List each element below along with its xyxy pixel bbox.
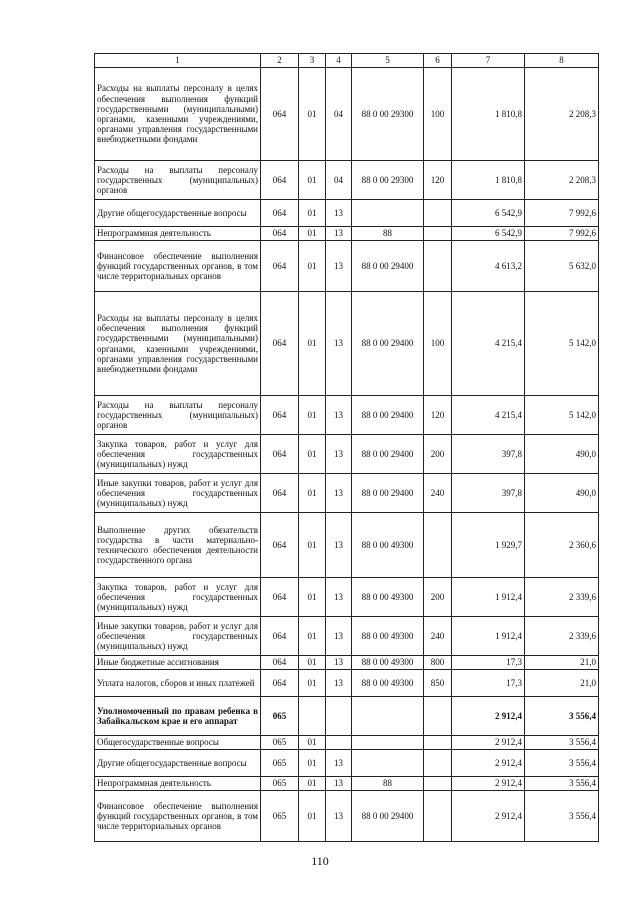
cell-amount-year-1: 6 542,9 [452, 227, 525, 241]
cell-expense-type: 120 [424, 161, 452, 200]
cell-amount-year-2: 21,0 [525, 656, 599, 670]
cell-subsection: 13 [326, 227, 352, 241]
cell-amount-year-1: 2 912,4 [452, 791, 525, 842]
column-header: 5 [352, 54, 424, 68]
cell-target-article: 88 [352, 777, 424, 791]
cell-target-article: 88 0 00 29300 [352, 161, 424, 200]
cell-amount-year-1: 1 929,7 [452, 513, 525, 578]
cell-section: 01 [299, 791, 326, 842]
cell-target-article [352, 697, 424, 736]
cell-name: Финансовое обеспечение выполнения функций государственных органов, в том числе территориальных органов [95, 241, 261, 292]
cell-amount-year-2: 5 142,0 [525, 396, 599, 435]
cell-expense-type [424, 697, 452, 736]
cell-admin-code: 064 [261, 161, 299, 200]
cell-admin-code: 065 [261, 697, 299, 736]
cell-amount-year-2: 3 556,4 [525, 736, 599, 750]
cell-target-article: 88 0 00 49300 [352, 670, 424, 697]
cell-admin-code: 064 [261, 513, 299, 578]
cell-name: Непрограммная деятельность [95, 227, 261, 241]
cell-amount-year-1: 1 912,4 [452, 617, 525, 656]
cell-expense-type: 800 [424, 656, 452, 670]
cell-expense-type: 240 [424, 617, 452, 656]
cell-name: Общегосударственные вопросы [95, 736, 261, 750]
cell-section: 01 [299, 617, 326, 656]
cell-amount-year-2: 7 992,6 [525, 200, 599, 227]
cell-subsection: 13 [326, 513, 352, 578]
cell-amount-year-1: 17,3 [452, 656, 525, 670]
cell-expense-type [424, 791, 452, 842]
cell-name: Расходы на выплаты персоналу в целях обеспечения выполнения функций государственными (муниципальными) органами, казенными учреждениями, органами управления государственными внебюджетными фондами [95, 292, 261, 396]
cell-section: 01 [299, 750, 326, 777]
cell-admin-code: 064 [261, 578, 299, 617]
cell-name: Иные бюджетные ассигнования [95, 656, 261, 670]
cell-expense-type [424, 227, 452, 241]
cell-expense-type [424, 241, 452, 292]
table-row [95, 656, 599, 670]
table-row [95, 292, 599, 396]
cell-amount-year-1: 2 912,4 [452, 777, 525, 791]
cell-amount-year-2: 490,0 [525, 435, 599, 474]
cell-admin-code: 064 [261, 227, 299, 241]
cell-amount-year-1: 2 912,4 [452, 736, 525, 750]
table-row [95, 578, 599, 617]
cell-name: Выполнение других обязательств государства в части материально-технического обеспечения деятельности государственного органа [95, 513, 261, 578]
cell-subsection: 13 [326, 241, 352, 292]
cell-name: Другие общегосударственные вопросы [95, 200, 261, 227]
table-row [95, 227, 599, 241]
cell-name: Другие общегосударственные вопросы [95, 750, 261, 777]
page-number: 110 [311, 854, 329, 868]
cell-expense-type: 120 [424, 396, 452, 435]
cell-expense-type: 200 [424, 578, 452, 617]
cell-subsection: 13 [326, 578, 352, 617]
cell-name: Расходы на выплаты персоналу государственных (муниципальных) органов [95, 396, 261, 435]
cell-amount-year-2: 2 208,3 [525, 161, 599, 200]
column-header: 1 [95, 54, 261, 68]
cell-amount-year-2: 490,0 [525, 474, 599, 513]
cell-expense-type: 850 [424, 670, 452, 697]
cell-expense-type [424, 736, 452, 750]
cell-amount-year-2: 3 556,4 [525, 791, 599, 842]
cell-section: 01 [299, 396, 326, 435]
cell-amount-year-1: 6 542,9 [452, 200, 525, 227]
cell-expense-type [424, 777, 452, 791]
cell-subsection [326, 736, 352, 750]
cell-target-article: 88 0 00 29400 [352, 791, 424, 842]
cell-name: Расходы на выплаты персоналу государственных (муниципальных) органов [95, 161, 261, 200]
cell-admin-code: 064 [261, 200, 299, 227]
cell-target-article: 88 0 00 49300 [352, 513, 424, 578]
cell-section: 01 [299, 161, 326, 200]
cell-section: 01 [299, 292, 326, 396]
cell-expense-type: 200 [424, 435, 452, 474]
cell-section: 01 [299, 736, 326, 750]
cell-target-article: 88 0 00 29400 [352, 396, 424, 435]
cell-amount-year-1: 4 215,4 [452, 292, 525, 396]
cell-section: 01 [299, 513, 326, 578]
cell-section: 01 [299, 578, 326, 617]
cell-target-article [352, 736, 424, 750]
cell-amount-year-2: 2 360,6 [525, 513, 599, 578]
table-row [95, 200, 599, 227]
cell-expense-type [424, 200, 452, 227]
cell-amount-year-1: 17,3 [452, 670, 525, 697]
table-row [95, 513, 599, 578]
cell-amount-year-2: 5 632,0 [525, 241, 599, 292]
column-header: 4 [326, 54, 352, 68]
cell-admin-code: 064 [261, 396, 299, 435]
cell-admin-code: 064 [261, 68, 299, 161]
cell-subsection: 04 [326, 161, 352, 200]
cell-admin-code: 065 [261, 791, 299, 842]
cell-subsection: 13 [326, 474, 352, 513]
cell-name: Иные закупки товаров, работ и услуг для обеспечения государственных (муниципальных) нужд [95, 617, 261, 656]
cell-amount-year-1: 2 912,4 [452, 750, 525, 777]
table-row [95, 396, 599, 435]
cell-admin-code: 064 [261, 292, 299, 396]
cell-name: Иные закупки товаров, работ и услуг для обеспечения государственных (муниципальных) нужд [95, 474, 261, 513]
table-row [95, 68, 599, 161]
cell-admin-code: 065 [261, 777, 299, 791]
table-row [95, 697, 599, 736]
cell-subsection: 13 [326, 750, 352, 777]
cell-subsection: 13 [326, 200, 352, 227]
cell-name: Уплата налогов, сборов и иных платежей [95, 670, 261, 697]
cell-target-article: 88 [352, 227, 424, 241]
cell-subsection: 13 [326, 656, 352, 670]
cell-section: 01 [299, 68, 326, 161]
cell-admin-code: 064 [261, 474, 299, 513]
cell-amount-year-2: 7 992,6 [525, 227, 599, 241]
cell-amount-year-1: 1 810,8 [452, 68, 525, 161]
cell-target-article: 88 0 00 29400 [352, 474, 424, 513]
cell-target-article [352, 200, 424, 227]
table-row [95, 777, 599, 791]
cell-amount-year-1: 2 912,4 [452, 697, 525, 736]
cell-name: Непрограммная деятельность [95, 777, 261, 791]
column-header: 3 [299, 54, 326, 68]
cell-target-article: 88 0 00 49300 [352, 617, 424, 656]
cell-section: 01 [299, 435, 326, 474]
cell-target-article: 88 0 00 49300 [352, 656, 424, 670]
cell-amount-year-1: 1 912,4 [452, 578, 525, 617]
cell-admin-code: 065 [261, 750, 299, 777]
cell-section: 01 [299, 670, 326, 697]
cell-subsection: 04 [326, 68, 352, 161]
cell-name: Расходы на выплаты персоналу в целях обеспечения выполнения функций государственными (муниципальными) органами, казенными учреждениями, органами управления государственными внебюджетными фондами [95, 68, 261, 161]
table-row [95, 617, 599, 656]
cell-admin-code: 065 [261, 736, 299, 750]
table-row [95, 791, 599, 842]
cell-admin-code: 064 [261, 670, 299, 697]
cell-expense-type: 100 [424, 68, 452, 161]
cell-target-article [352, 750, 424, 777]
cell-amount-year-2: 3 556,4 [525, 750, 599, 777]
cell-expense-type: 240 [424, 474, 452, 513]
cell-target-article: 88 0 00 29400 [352, 241, 424, 292]
table-row [95, 435, 599, 474]
cell-name: Уполномоченный по правам ребенка в Забайкальском крае и его аппарат [95, 697, 261, 736]
cell-target-article: 88 0 00 29300 [352, 68, 424, 161]
cell-subsection: 13 [326, 292, 352, 396]
table-row [95, 241, 599, 292]
cell-admin-code: 064 [261, 241, 299, 292]
budget-table [94, 53, 599, 842]
cell-amount-year-1: 397,8 [452, 435, 525, 474]
cell-expense-type [424, 750, 452, 777]
cell-amount-year-1: 4 613,2 [452, 241, 525, 292]
cell-amount-year-1: 397,8 [452, 474, 525, 513]
cell-name: Финансовое обеспечение выполнения функций государственных органов, в том числе территориальных органов [95, 791, 261, 842]
cell-section: 01 [299, 227, 326, 241]
cell-admin-code: 064 [261, 656, 299, 670]
cell-amount-year-2: 5 142,0 [525, 292, 599, 396]
table-row [95, 750, 599, 777]
column-header: 2 [261, 54, 299, 68]
cell-subsection: 13 [326, 777, 352, 791]
column-header: 7 [452, 54, 525, 68]
cell-subsection: 13 [326, 670, 352, 697]
cell-amount-year-2: 3 556,4 [525, 777, 599, 791]
cell-amount-year-1: 1 810,8 [452, 161, 525, 200]
cell-amount-year-1: 4 215,4 [452, 396, 525, 435]
cell-subsection: 13 [326, 791, 352, 842]
cell-admin-code: 064 [261, 435, 299, 474]
column-header: 8 [525, 54, 599, 68]
cell-expense-type [424, 513, 452, 578]
cell-amount-year-2: 2 339,6 [525, 578, 599, 617]
cell-subsection: 13 [326, 435, 352, 474]
cell-section: 01 [299, 777, 326, 791]
cell-name: Закупка товаров, работ и услуг для обеспечения государственных (муниципальных) нужд [95, 578, 261, 617]
table-header-row [95, 54, 599, 68]
cell-section: 01 [299, 656, 326, 670]
cell-subsection: 13 [326, 396, 352, 435]
table-row [95, 736, 599, 750]
cell-subsection: 13 [326, 617, 352, 656]
cell-amount-year-2: 3 556,4 [525, 697, 599, 736]
cell-target-article: 88 0 00 49300 [352, 578, 424, 617]
cell-target-article: 88 0 00 29400 [352, 292, 424, 396]
cell-admin-code: 064 [261, 617, 299, 656]
cell-target-article: 88 0 00 29400 [352, 435, 424, 474]
cell-subsection [326, 697, 352, 736]
cell-expense-type: 100 [424, 292, 452, 396]
cell-name: Закупка товаров, работ и услуг для обеспечения государственных (муниципальных) нужд [95, 435, 261, 474]
table-row [95, 670, 599, 697]
cell-section: 01 [299, 241, 326, 292]
table-row [95, 161, 599, 200]
cell-section: 01 [299, 200, 326, 227]
cell-amount-year-2: 21,0 [525, 670, 599, 697]
table-row [95, 474, 599, 513]
cell-amount-year-2: 2 339,6 [525, 617, 599, 656]
cell-section: 01 [299, 474, 326, 513]
column-header: 6 [424, 54, 452, 68]
cell-amount-year-2: 2 208,3 [525, 68, 599, 161]
cell-section [299, 697, 326, 736]
